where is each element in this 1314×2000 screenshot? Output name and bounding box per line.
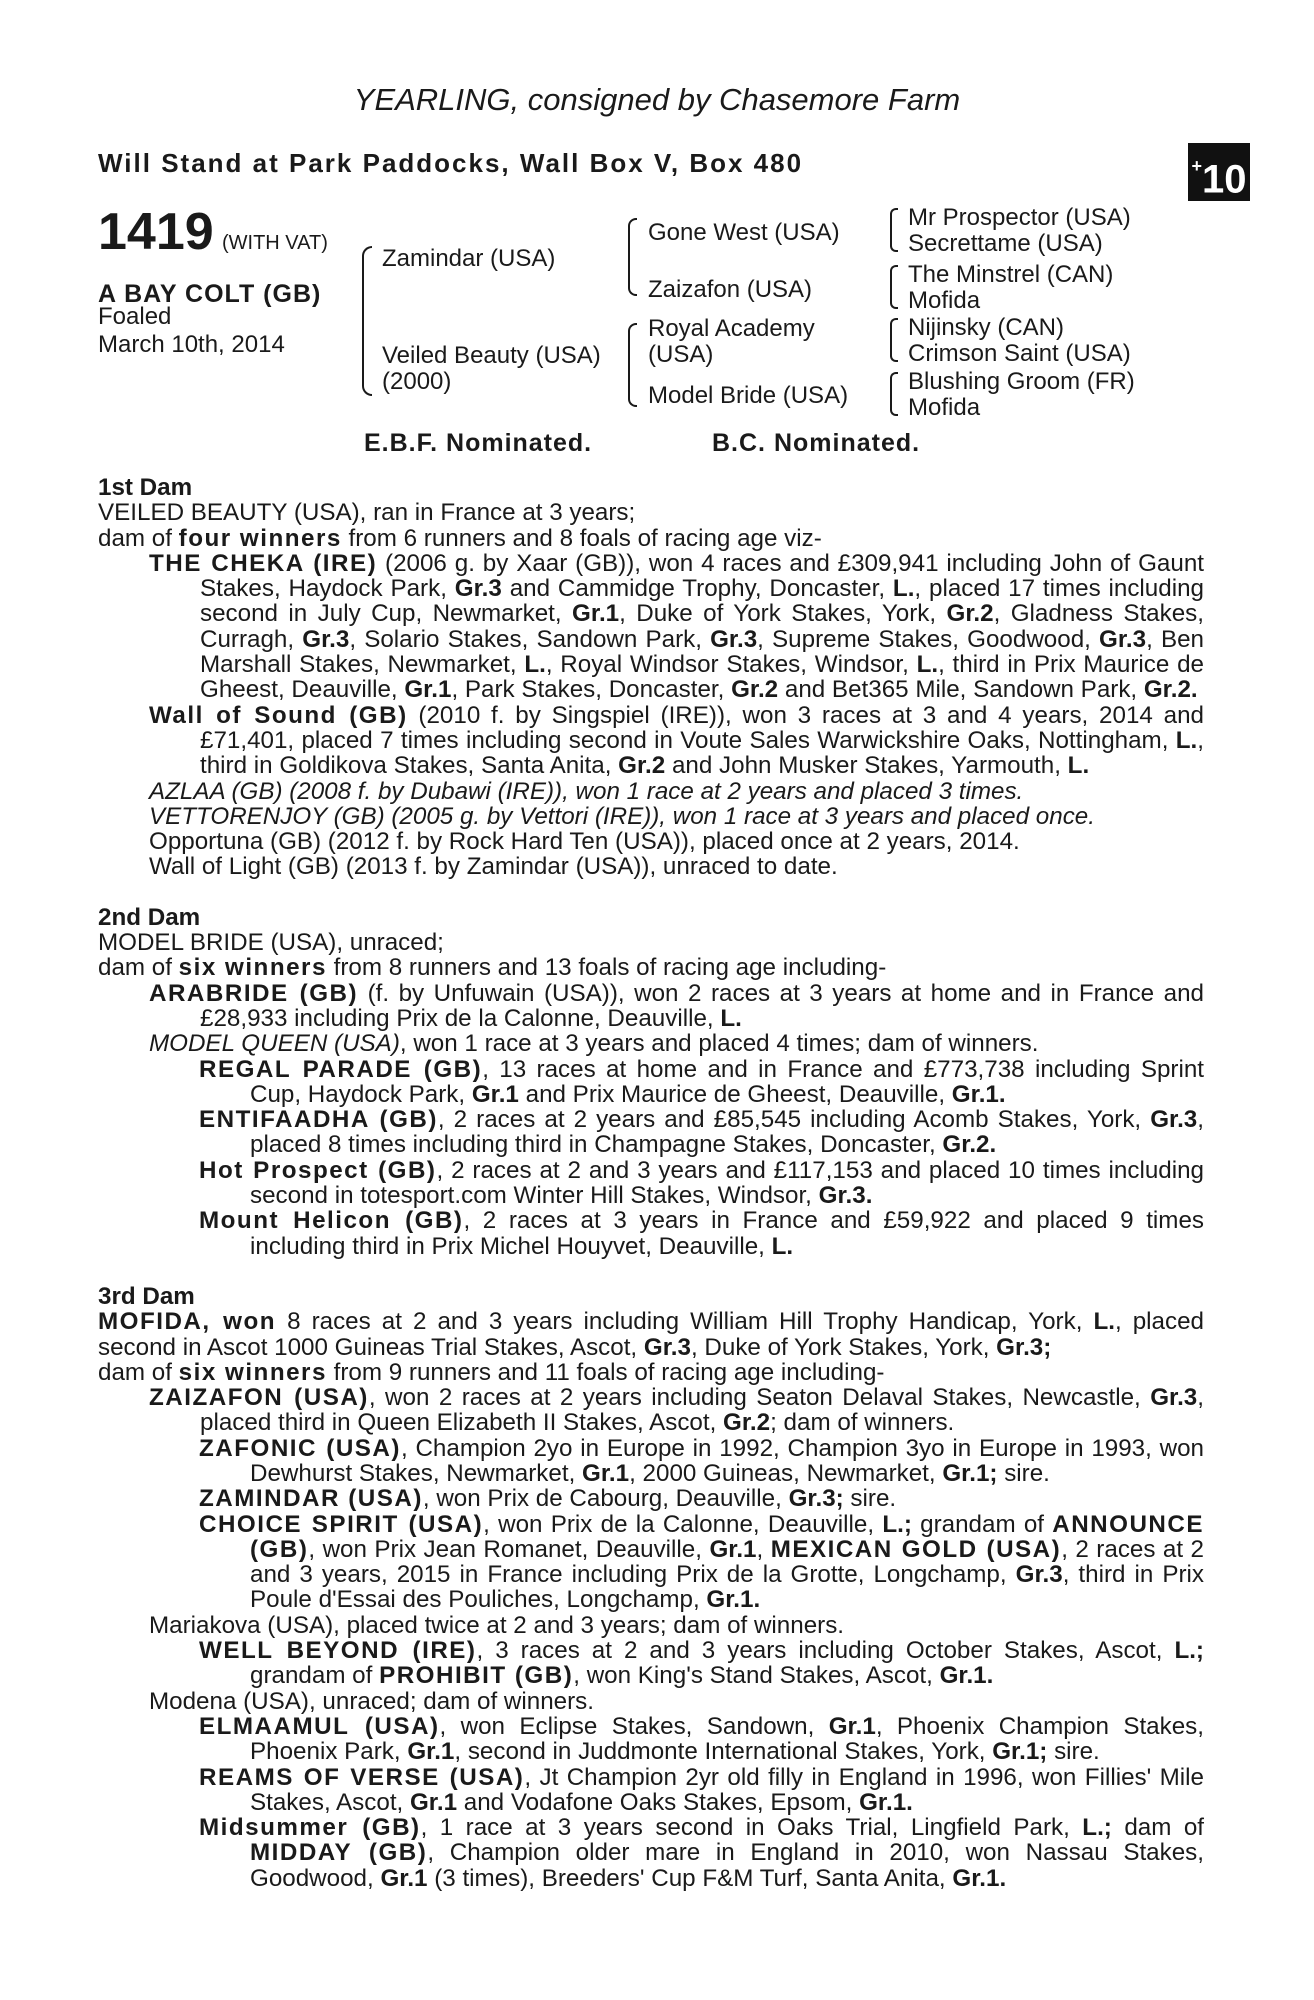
sire-sire-sire: Mr Prospector (USA) [908,204,1131,231]
grade: Gr.3 [454,575,502,603]
text: , 2 races at 2 and 3 years and £117,153 and placed 10 times including second in totesport.com Winter Hill Stakes, Windsor, [250,1156,1204,1210]
text: , placed third in Queen Elizabeth II Stakes, Ascot, [200,1384,1204,1437]
progeny-elmaamul [98,1714,1204,1765]
badge-plus: + [1191,156,1202,176]
horse-hot-prospect: Hot Prospect (GB) [199,1156,437,1184]
lot-badge [1188,143,1250,201]
text: , won 1 race at 3 years and placed 4 times; dam of winners. [399,1030,1039,1058]
text: , Supreme Stakes, Goodwood, [757,625,1100,653]
text: , third in Goldikova Stakes, Santa Anita, [200,726,1204,780]
lot-number: 1419 [98,203,214,261]
horse-zaizafon: ZAIZAFON (USA) [149,1384,369,1412]
horse-announce: ANNOUNCE (GB) [250,1510,1204,1563]
grade: L.; [1174,1637,1204,1665]
produce-count: six winners [178,1358,327,1386]
text: , 13 races at home and in France and £773,738 including Sprint Cup, Haydock Park, [250,1055,1205,1108]
brace-sd [890,265,898,309]
text: and Bet365 Mile, Sandown Park, [778,676,1144,704]
grade: Gr.3; [996,1333,1052,1361]
text: , Duke of York Stakes, York, [690,1333,997,1361]
horse-midsummer: Midsummer (GB) [199,1814,421,1842]
grade: L.; [1082,1814,1112,1842]
horse-zafonic: ZAFONIC (USA) [199,1434,401,1462]
text: , won Prix de la Calonne, Deauville, [483,1510,883,1538]
sire-sire: Gone West (USA) [648,219,840,246]
grade: Gr.2 [731,676,779,704]
grade: Gr.1 [828,1712,876,1740]
grade: Gr.2 [946,600,994,628]
text: and John Musker Stakes, Yarmouth, [665,752,1068,780]
foaled-label: Foaled [98,303,172,330]
grade: Gr.1; [942,1459,998,1487]
consignor-heading: YEARLING, consigned by Chasemore Farm [353,82,961,117]
horse-mexican-gold: MEXICAN GOLD (USA) [770,1535,1062,1563]
grade: Gr.2. [1143,676,1198,704]
progeny-zafonic [98,1436,1204,1487]
progeny-hot-prospect [98,1158,1204,1209]
grade: L. [892,575,915,603]
dam-sire-dam: Crimson Saint (USA) [908,340,1131,367]
text: , Solario Stakes, Sandown Park, [349,625,711,653]
progeny-reams-of-verse [98,1765,1204,1816]
text: (f. by Unfuwain (USA)), won 2 races at 3 years at home and in France and £28,933 including Prix de la Calonne, Deauville, [200,979,1204,1032]
progeny-arabride [98,981,1204,1032]
progeny-opportuna: Opportuna (GB) (2012 f. by Rock Hard Ten (USA)), placed once at 2 years, 2014. [149,828,1020,856]
grade: Gr.1. [939,1662,994,1690]
grade: Gr.3 [1150,1106,1198,1134]
text: , Park Stakes, Doncaster, [451,676,732,704]
text: sire. [997,1459,1050,1487]
progeny-mariakova: Mariakova (USA), placed twice at 2 and 3 years; dam of winners. [149,1611,845,1639]
progeny-entifaadha [98,1107,1204,1158]
grade: Gr.1 [582,1459,630,1487]
text: dam of [98,954,179,982]
text: , placed second in Ascot 1000 Guineas Trial Stakes, Ascot, [98,1308,1205,1361]
horse-model-queen: MODEL QUEEN (USA) [149,1030,400,1058]
text: , Champion 2yo in Europe in 1992, Champion 3yo in Europe in 1993, won Dewhurst Stakes, Newmarket, [250,1434,1205,1487]
grade: L.; [882,1510,912,1538]
grade: Gr.3 [643,1333,691,1361]
grade: Gr.1 [404,676,452,704]
grade: L. [771,1232,794,1260]
sire-dam-dam: Mofida [908,287,981,314]
dam-dam: Model Bride (USA) [648,382,849,409]
text: , 2 races at 2 years and £85,545 including Acomb Stakes, York, [437,1106,1151,1134]
text: , third in Prix Maurice de Gheest, Deauville, [200,651,1204,704]
brace-dd [890,372,898,416]
sire: Zamindar (USA) [382,245,556,272]
grade: Gr.3 [1099,625,1147,653]
grade: L. [1067,752,1090,780]
horse-name: A BAY COLT (GB) [98,280,322,308]
text: and Vodafone Oaks Stakes, Epsom, [457,1788,860,1816]
progeny-midsummer [98,1815,1204,1891]
text: , second in Juddmonte International Stakes, York, [454,1738,993,1766]
grade: Gr.3 [1015,1561,1063,1589]
text: from 9 runners and 11 foals of racing age including- [326,1358,885,1386]
progeny-mount-helicon [98,1208,1204,1259]
text: , placed 8 times including third in Champagne Stakes, Doncaster, [250,1106,1204,1159]
sire-dam: Zaizafon (USA) [648,276,813,303]
progeny-the-cheka [98,551,1204,703]
progeny-zamindar [98,1486,1204,1511]
grade: Gr.1 [380,1864,428,1892]
horse-mofida: MOFIDA [98,1308,203,1336]
dam-dam-dam: Mofida [908,394,981,421]
grade: Gr.2 [723,1409,771,1437]
progeny-modena: Modena (USA), unraced; dam of winners. [149,1687,594,1715]
vat-label: (WITH VAT) [222,232,328,254]
sire-sire-dam: Secrettame (USA) [908,230,1103,257]
horse-regal-parade: REGAL PARADE (GB) [199,1055,483,1083]
progeny-wall-of-light: Wall of Light (GB) (2013 f. by Zamindar (USA)), unraced to date. [149,853,838,881]
progeny-vettorenjoy: VETTORENJOY (GB) (2005 g. by Vettori (IRE)), won 1 race at 3 years and placed once. [149,802,1095,830]
grade: L. [916,651,939,679]
grade: L. [1175,726,1198,754]
second-dam-line: MODEL BRIDE (USA), unraced; [98,929,444,957]
text: 8 races at 2 and 3 years including William Hill Trophy Handicap, York, [276,1308,1094,1336]
text: , 2000 Guineas, Newmarket, [629,1459,943,1487]
text: , won Prix Jean Romanet, Deauville, [308,1535,710,1563]
text: dam of [98,1358,179,1386]
text: ; dam of winners. [770,1409,955,1437]
text: and Cammidge Trophy, Doncaster, [501,575,893,603]
brace-gen1 [362,246,372,396]
brace-dam [628,323,637,407]
text: (2010 f. by Singspiel (IRE)), won 3 races at 3 and 4 years, 2014 and £71,401, placed 7 times including second in Voute Sales Warwickshire Oaks, Nottingham, [200,701,1204,754]
text: , 3 races at 2 and 3 years including October Stakes, Ascot, [476,1637,1175,1665]
grade: Gr.3 [302,625,350,653]
horse-arabride: ARABRIDE (GB) [149,979,359,1007]
grade: Gr.1 [572,600,620,628]
text: , 1 race at 3 years second in Oaks Trial, Lingfield Park, [420,1814,1083,1842]
grade: Gr.1 [471,1080,519,1108]
grade: L. [1093,1308,1115,1336]
progeny-model-queen [98,1031,1204,1056]
grade: L. [720,1004,742,1032]
second-dam-heading: 2nd Dam [98,903,201,931]
first-dam-produce [98,526,1204,551]
sire-dam-sire: The Minstrel (CAN) [908,261,1114,288]
grade: Gr.1. [952,1864,1007,1892]
produce-prefix: dam of [98,524,179,552]
grade: Gr.1 [409,1788,458,1816]
dam-sire-sire: Nijinsky (CAN) [908,314,1064,341]
text: , won Eclipse Stakes, Sandown, [439,1712,829,1740]
horse-zamindar: ZAMINDAR (USA) [199,1485,423,1513]
progeny-zaizafon [98,1385,1204,1436]
third-dam-produce [98,1360,1204,1385]
text: , Ben Marshall Stakes, Newmarket, [200,625,1205,679]
grade: Gr.1; [992,1738,1048,1766]
text: , [756,1535,771,1563]
progeny-regal-parade [98,1057,1204,1108]
dam: Veiled Beauty (USA) [382,342,601,369]
dam-sire: Royal Academy [648,315,815,342]
first-dam-line: VEILED BEAUTY (USA), ran in France at 3 years; [98,499,636,527]
horse-well-beyond: WELL BEYOND (IRE) [199,1637,477,1665]
progeny-choice-spirit [98,1512,1204,1613]
progeny-wall-of-sound [98,703,1204,779]
text: sire. [1047,1738,1100,1766]
text: grandam of [911,1510,1053,1538]
text: , Royal Windsor Stakes, Windsor, [545,651,917,679]
foaled-block [98,303,285,359]
horse-midday: MIDDAY (GB) [250,1839,428,1867]
grade: Gr.2. [942,1131,997,1159]
text: , Champion older mare in England in 2010, won Nassau Stakes, Goodwood, [250,1839,1204,1892]
text: , Gladness Stakes, Curragh, [200,600,1204,653]
grade: Gr.1 [407,1738,455,1766]
grade: Gr.3. [818,1182,873,1210]
brace-sire [628,218,637,296]
catalogue-body [98,475,1204,1891]
grade: L. [524,651,546,679]
horse-choice-spirit: CHOICE SPIRIT (USA) [199,1510,484,1538]
dam-dam-sire: Blushing Groom (FR) [908,368,1135,395]
third-dam-heading: 3rd Dam [98,1282,195,1310]
text: , won 2 races at 2 years including Seaton Delaval Stakes, Newcastle, [368,1384,1151,1412]
text: grandam of [250,1662,380,1690]
grade: Gr.2 [618,752,666,780]
text: sire. [843,1485,897,1513]
text: and Prix Maurice de Gheest, Deauville, [518,1080,952,1108]
grade: Gr.1. [951,1080,1006,1108]
grade: Gr.3 [710,625,758,653]
grade: Gr.1. [859,1788,913,1816]
dam-sire-country: (USA) [648,341,714,368]
dam-year: (2000) [382,368,452,395]
grade: Gr.3 [1150,1384,1198,1412]
text: , placed 17 times including second in July Cup, Newmarket, [200,575,1204,628]
grade: Gr.1. [706,1586,761,1614]
first-dam-heading: 1st Dam [98,474,193,501]
ebf-nominated: E.B.F. Nominated. [364,429,593,457]
text: , Jt Champion 2yr old filly in England in 1996, won Fillies' Mile Stakes, Ascot, [250,1763,1204,1816]
horse-entifaadha: ENTIFAADHA (GB) [199,1106,438,1134]
grade: Gr.3; [788,1485,844,1513]
text: , 2 races at 2 and 3 years, 2015 in France including Prix de la Grotte, Longchamp, [250,1535,1205,1589]
horse-reams-of-verse: REAMS OF VERSE (USA) [199,1763,525,1791]
bc-nominated: B.C. Nominated. [712,429,921,457]
text: , won King's Stand Stakes, Ascot, [573,1662,940,1690]
text: (3 times), Breeders' Cup F&M Turf, Santa Anita, [427,1864,953,1892]
grade: Gr.1 [709,1535,757,1563]
text: from 8 runners and 13 foals of racing age including- [326,954,887,982]
mofida-won: , won [202,1308,277,1336]
horse-elmaamul: ELMAAMUL (USA) [199,1712,440,1740]
text: dam of [1111,1814,1204,1842]
third-dam-line [98,1309,1204,1360]
text: (2006 g. by Xaar (GB)), won 4 races and £309,941 including John of Gaunt Stakes, Haydock Park, [200,549,1204,603]
text: , Phoenix Champion Stakes, Phoenix Park, [250,1712,1204,1766]
horse-prohibit: PROHIBIT (GB) [379,1662,574,1690]
produce-count: four winners [178,524,342,552]
progeny-well-beyond [98,1638,1204,1689]
text: , won Prix de Cabourg, Deauville, [422,1485,789,1513]
brace-ss [890,208,898,252]
text: , Duke of York Stakes, York, [619,600,947,628]
horse-wall-of-sound: Wall of Sound (GB) [149,701,408,729]
foaled-date: March 10th, 2014 [98,331,285,358]
progeny-azlaa: AZLAA (GB) (2008 f. by Dubawi (IRE)), won 1 race at 2 years and placed 3 times. [149,777,1024,805]
horse-the-cheka: THE CHEKA (IRE) [149,549,378,577]
horse-mount-helicon: Mount Helicon (GB) [199,1207,464,1235]
produce-suffix: from 6 runners and 8 foals of racing age viz- [341,524,822,552]
produce-count: six winners [178,954,327,982]
second-dam-produce [98,955,1204,980]
stand-location: Will Stand at Park Paddocks, Wall Box V, Box 480 [98,148,804,178]
badge-number: 10 [1202,157,1247,202]
text: , 2 races at 3 years in France and £59,922 and placed 9 times including third in Prix Michel Houyvet, Deauville, [250,1207,1205,1260]
brace-ds [890,318,898,362]
text: , third in Prix Poule d'Essai des Pouliches, Longchamp, [250,1561,1204,1614]
